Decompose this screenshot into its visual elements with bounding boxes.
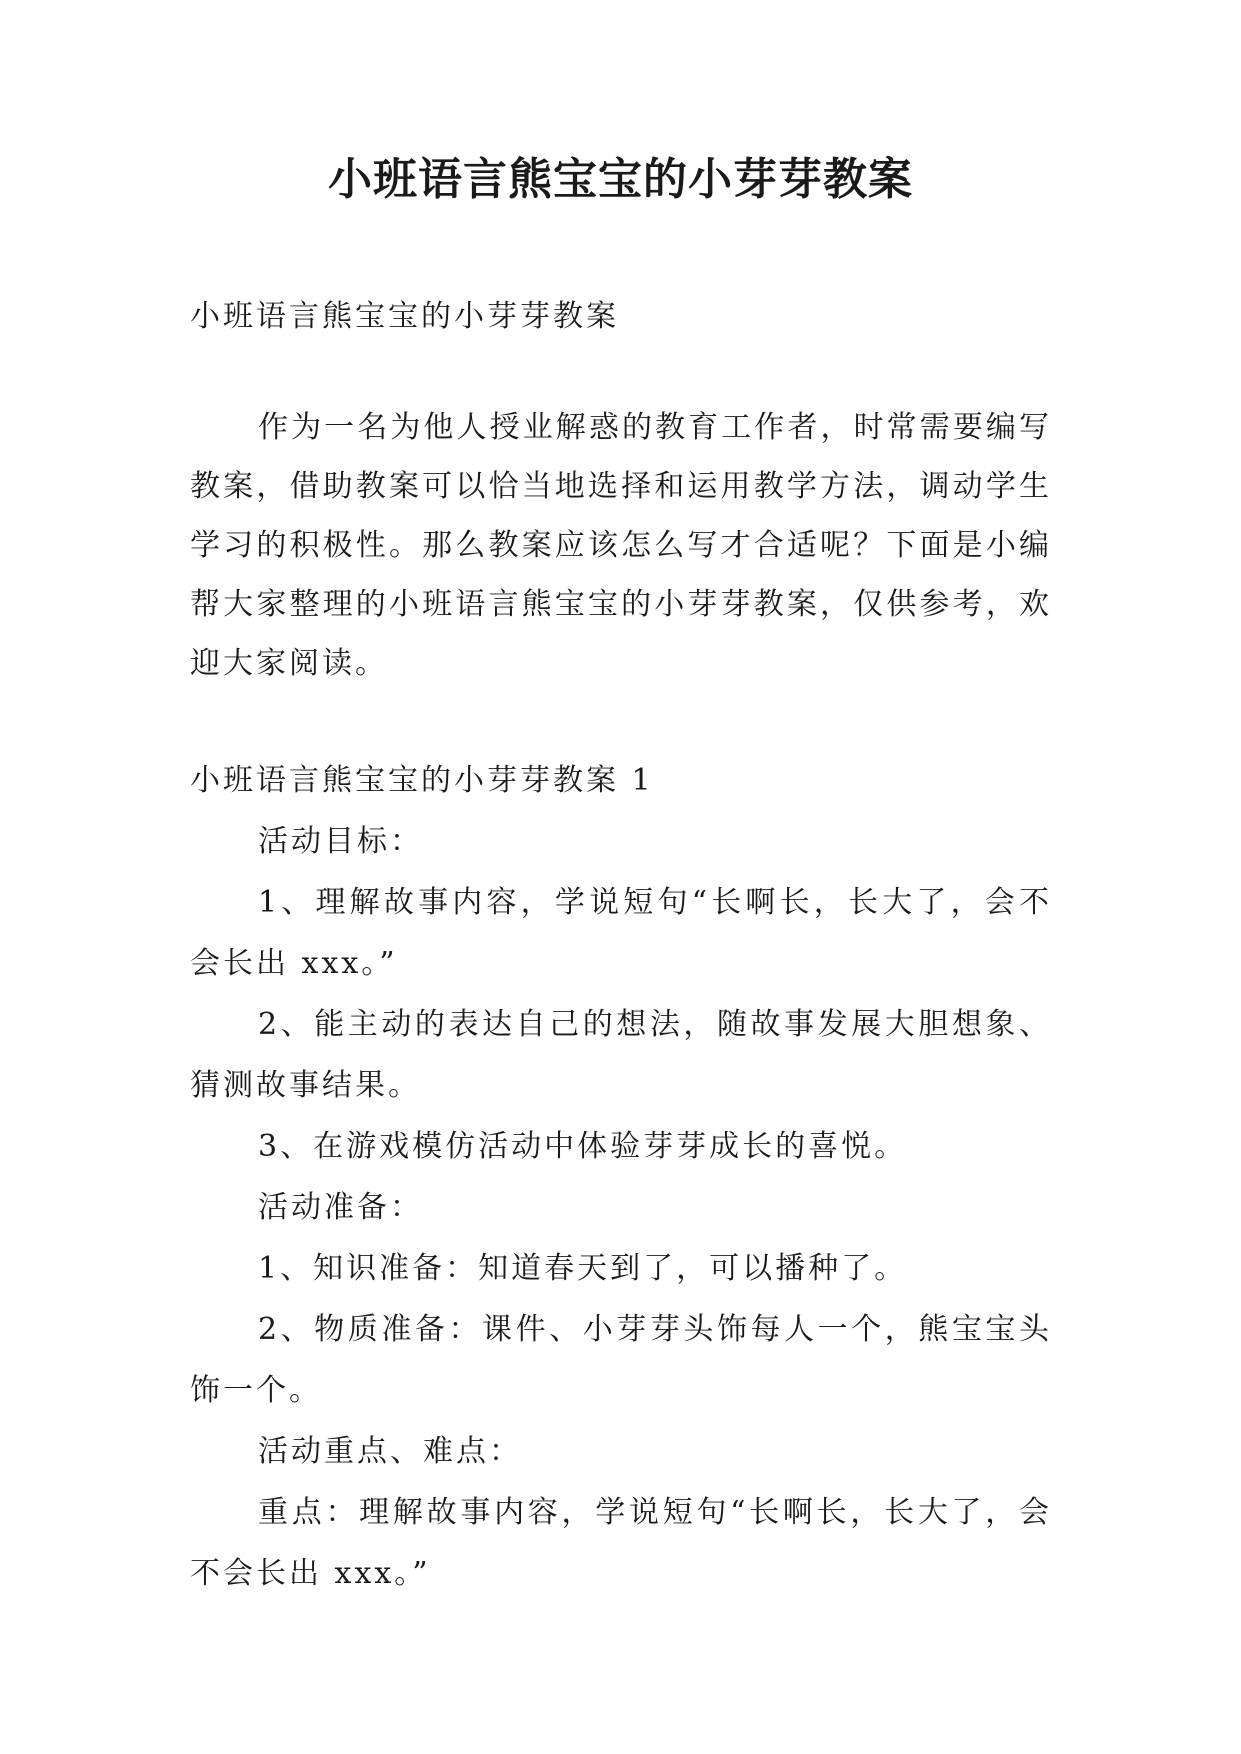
paragraph-focus-1: 重点：理解故事内容，学说短句“长啊长，长大了，会不会长出 xxx。” — [190, 1495, 1052, 1591]
intro-block — [190, 398, 1052, 693]
paragraph-focus-heading: 活动重点、难点： — [258, 1434, 522, 1469]
paragraph-prep-heading: 活动准备： — [258, 1190, 423, 1225]
paragraph-goal-2: 2、能主动的表达自己的想法，随故事发展大胆想象、猜测故事结果。 — [190, 1007, 1052, 1103]
paragraph-goal-3: 3、在游戏模仿活动中体验芽芽成长的喜悦。 — [258, 1129, 908, 1164]
document-title: 小班语言熊宝宝的小芽芽教案 — [328, 154, 913, 205]
section-heading: 小班语言熊宝宝的小芽芽教案 1 — [190, 763, 654, 798]
paragraph-goal-1: 1、理解故事内容，学说短句“长啊长，长大了，会不会长出 xxx。” — [190, 885, 1052, 981]
paragraph-prep-1: 1、知识准备：知道春天到了，可以播种了。 — [258, 1251, 908, 1286]
document-subtitle — [190, 287, 1052, 347]
section-block — [190, 750, 1052, 1604]
subtitle-text: 小班语言熊宝宝的小芽芽教案 — [190, 299, 619, 334]
intro-paragraph: 作为一名为他人授业解惑的教育工作者，时常需要编写教案，借助教案可以恰当地选择和运用教学方法，调动学生学习的积极性。那么教案应该怎么写才合适呢？下面是小编帮大家整理的小班语言熊宝宝的小芽芽教案，仅供参考，欢迎大家阅读。 — [190, 410, 1052, 681]
paragraph-goals-heading: 活动目标： — [258, 824, 423, 859]
paragraph-prep-2: 2、物质准备：课件、小芽芽头饰每人一个，熊宝宝头饰一个。 — [190, 1312, 1052, 1408]
